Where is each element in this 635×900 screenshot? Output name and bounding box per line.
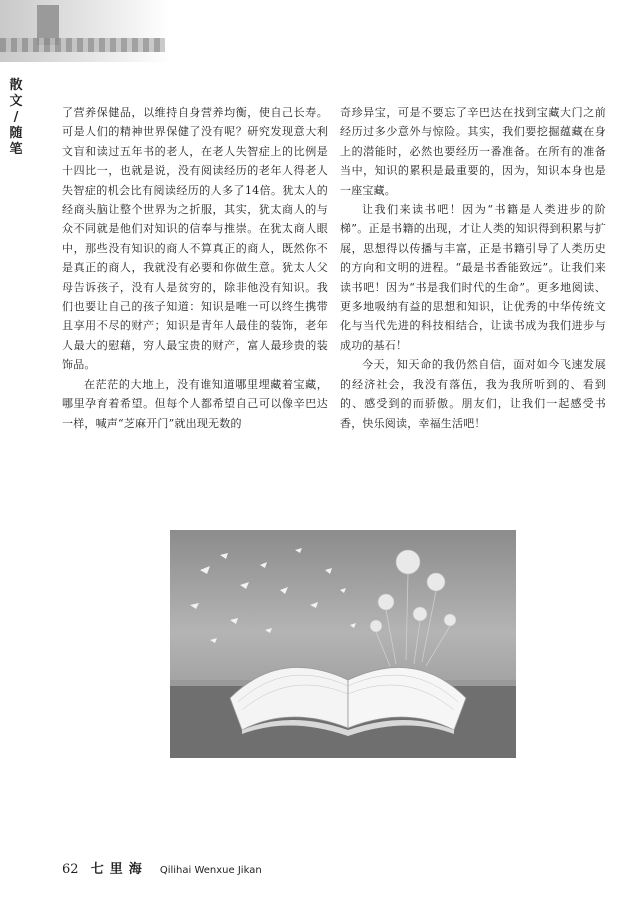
page-footer	[62, 858, 262, 877]
section-char: 散	[9, 78, 23, 93]
section-char: /	[13, 110, 19, 125]
journal-name: 七里海	[90, 862, 148, 877]
left-column	[62, 103, 328, 433]
paragraph: 奇珍异宝，可是不要忘了辛巴达在找到宝藏大门之前经历过多少意外与惊险。其实，我们要挖掘蕴藏在身上的潜能时，必然也要经历一番准备。在所有的准备当中，知识的累积是最重要的，因为，知识本身也是一座宝藏。	[340, 106, 606, 197]
section-char: 随	[9, 126, 23, 141]
paragraph: 在茫茫的大地上，没有谁知道哪里埋藏着宝藏，哪里孕育着希望。但每个人都希望自己可以像辛巴达一样，喊声“芝麻开门”就出现无数的	[62, 377, 328, 430]
right-column	[340, 103, 606, 433]
section-char: 笔	[9, 142, 23, 157]
paragraph: 让我们来读书吧！因为“书籍是人类进步的阶梯”。正是书籍的出现，才让人类的知识得到积累与扩展，思想得以传播与丰富，正是书籍引导了人类历史的方向和文明的进程。“最是书香能致远”。让我们来读书吧！因为“书是我们时代的生命”。更多地阅读、更多地吸纳有益的思想和知识，让优秀的中华传统文化与当代先进的科技相结合，让读书成为我们进步与成功的基石！	[340, 203, 606, 352]
header-decoration	[0, 0, 170, 62]
section-label	[8, 78, 24, 158]
open-book-illustration	[170, 530, 516, 758]
paragraph: 今天，知天命的我仍然自信，面对如今飞速发展的经济社会，我没有落伍，我为我所听到的、看到的、感受到的而骄傲。朋友们，让我们一起感受书香，快乐阅读，幸福生活吧！	[340, 358, 606, 430]
journal-pinyin: Qilihai Wenxue Jikan	[159, 865, 262, 876]
shoreline-image	[0, 38, 165, 52]
paragraph: 了营养保健品，以维持自身营养均衡，使自己长寿。可是人们的精神世界保健了没有呢？研究发现意大利文盲和读过五年书的老人，在老人失智症上的比例是十四比一，也就是说，没有阅读经历的老年人得老人失智症的机会比有阅读经历的人多了14倍。犹太人的经商头脑让整个世界为之折服，其实，犹太商人的与众不同就是他们对知识的信奉与推崇。在犹太商人眼中，那些没有知识的商人不算真正的商人，既然你不是真正的商人，我就没有必要和你做生意。犹太人父母告诉孩子，没有人是贫穷的，除非他没有知识。我们也要让自己的孩子知道：知识是唯一可以终生携带且享用不尽的财产；知识是青年人最佳的装饰，老年人最大的慰藉，穷人最宝贵的财产，富人最珍贵的装饰品。	[62, 106, 328, 372]
section-char: 文	[9, 94, 23, 109]
page-number: 62	[62, 862, 79, 877]
